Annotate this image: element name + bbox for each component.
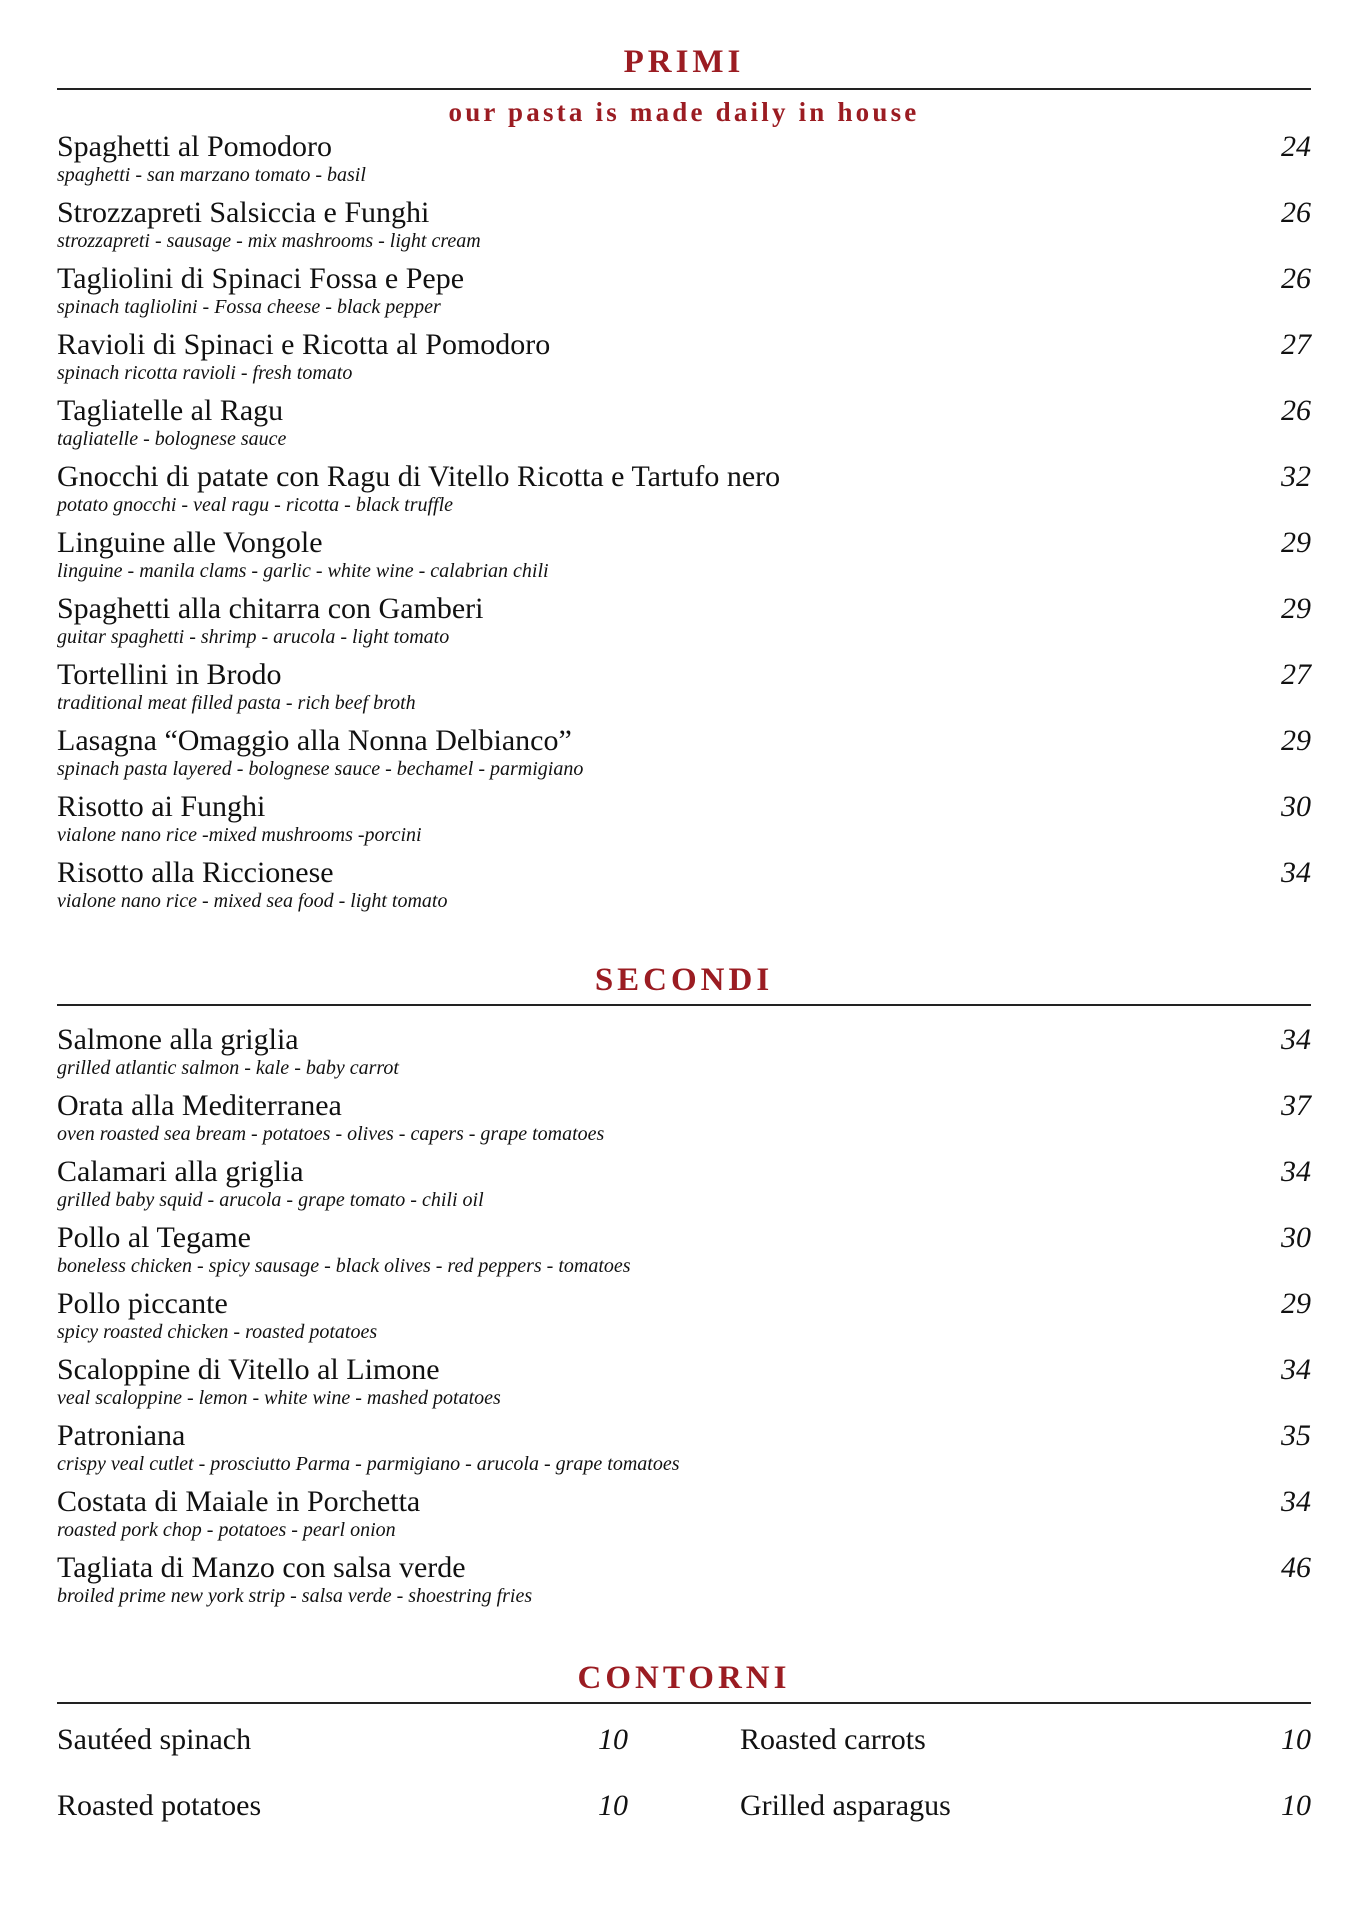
dish-price: 34 (1281, 1353, 1311, 1386)
dish-price: 34 (1281, 1023, 1311, 1056)
dish-name: Linguine alle Vongole (57, 526, 323, 559)
dish-description: vialone nano rice -mixed mushrooms -porcini (57, 824, 422, 846)
menu-item (57, 1549, 1311, 1615)
dish-name: Ravioli di Spinaci e Ricotta al Pomodoro (57, 328, 551, 361)
dish-description: spinach ricotta ravioli - fresh tomato (57, 362, 353, 384)
side-name: Grilled asparagus (740, 1789, 951, 1822)
side-price: 10 (1281, 1723, 1311, 1756)
side-item (740, 1720, 1311, 1760)
menu-item (57, 788, 1311, 854)
dish-description: potato gnocchi - veal ragu - ricotta - black truffle (57, 494, 454, 516)
dish-name: Strozzapreti Salsiccia e Funghi (57, 196, 430, 229)
dish-price: 26 (1281, 262, 1311, 295)
dish-name: Tagliolini di Spinaci Fossa e Pepe (57, 262, 465, 295)
dish-name: Gnocchi di patate con Ragu di Vitello Ricotta e Tartufo nero (57, 460, 781, 493)
side-item (740, 1786, 1311, 1826)
dish-description: traditional meat filled pasta - rich beef broth (57, 692, 416, 714)
dish-price: 35 (1281, 1419, 1311, 1452)
dish-name: Tagliatelle al Ragu (57, 394, 284, 427)
menu-item (57, 1351, 1311, 1417)
dish-name: Pollo al Tegame (57, 1221, 251, 1254)
menu-item (57, 1153, 1311, 1219)
contorni-list (57, 1720, 1311, 1860)
dish-description: guitar spaghetti - shrimp - arucola - light tomato (57, 626, 450, 648)
section-divider (57, 88, 1311, 90)
dish-description: tagliatelle - bolognese sauce (57, 428, 287, 450)
dish-description: broiled prime new york strip - salsa verde - shoestring fries (57, 1585, 533, 1607)
dish-price: 29 (1281, 592, 1311, 625)
dish-price: 29 (1281, 526, 1311, 559)
primi-list (57, 128, 1311, 920)
side-price: 10 (598, 1789, 628, 1822)
dish-name: Risotto ai Funghi (57, 790, 266, 823)
dish-description: crispy veal cutlet - prosciutto Parma - parmigiano - arucola - grape tomatoes (57, 1453, 680, 1475)
side-price: 10 (1281, 1789, 1311, 1822)
menu-item (57, 854, 1311, 920)
dish-price: 34 (1281, 856, 1311, 889)
dish-description: strozzapreti - sausage - mix mashrooms - light cream (57, 230, 481, 252)
section-title: PRIMI (623, 44, 745, 80)
dish-description: linguine - manila clams - garlic - white wine - calabrian chili (57, 560, 549, 582)
section-subtitle: our pasta is made daily in house (448, 97, 920, 127)
dish-description: roasted pork chop - potatoes - pearl onion (57, 1519, 396, 1541)
dish-price: 30 (1281, 790, 1311, 823)
menu-item (57, 128, 1311, 194)
section-divider (57, 1702, 1311, 1704)
dish-description: grilled atlantic salmon - kale - baby carrot (57, 1057, 399, 1079)
menu-item (57, 392, 1311, 458)
dish-price: 34 (1281, 1155, 1311, 1188)
dish-name: Spaghetti al Pomodoro (57, 130, 332, 163)
dish-name: Lasagna “Omaggio alla Nonna Delbianco” (57, 724, 572, 757)
dish-price: 30 (1281, 1221, 1311, 1254)
dish-description: spaghetti - san marzano tomato - basil (57, 164, 366, 186)
secondi-list (57, 1021, 1311, 1615)
menu-item (57, 656, 1311, 722)
side-item (57, 1786, 628, 1826)
dish-price: 34 (1281, 1485, 1311, 1518)
side-name: Roasted potatoes (57, 1789, 262, 1822)
dish-price: 26 (1281, 394, 1311, 427)
menu-item (57, 1021, 1311, 1087)
dish-price: 32 (1281, 460, 1311, 493)
dish-description: boneless chicken - spicy sausage - black olives - red peppers - tomatoes (57, 1255, 631, 1277)
side-item (57, 1720, 628, 1760)
dish-description: spinach pasta layered - bolognese sauce - bechamel - parmigiano (57, 758, 584, 780)
dish-name: Spaghetti alla chitarra con Gamberi (57, 592, 484, 625)
side-name: Sautéed spinach (57, 1723, 252, 1756)
dish-description: spicy roasted chicken - roasted potatoes (57, 1321, 378, 1343)
section-divider (57, 1004, 1311, 1006)
dish-name: Tagliata di Manzo con salsa verde (57, 1551, 466, 1584)
dish-name: Tortellini in Brodo (57, 658, 282, 691)
dish-price: 27 (1281, 328, 1311, 361)
dish-description: veal scaloppine - lemon - white wine - mashed potatoes (57, 1387, 501, 1409)
dish-name: Orata alla Mediterranea (57, 1089, 342, 1122)
dish-price: 27 (1281, 658, 1311, 691)
menu-item (57, 1219, 1311, 1285)
dish-price: 29 (1281, 724, 1311, 757)
dish-price: 29 (1281, 1287, 1311, 1320)
dish-name: Salmone alla griglia (57, 1023, 299, 1056)
menu-item (57, 1417, 1311, 1483)
dish-price: 24 (1281, 130, 1311, 163)
side-name: Roasted carrots (740, 1723, 926, 1756)
dish-description: grilled baby squid - arucola - grape tomato - chili oil (57, 1189, 484, 1211)
dish-name: Pollo piccante (57, 1287, 228, 1320)
menu-item (57, 1483, 1311, 1549)
dish-name: Costata di Maiale in Porchetta (57, 1485, 421, 1518)
dish-description: spinach tagliolini - Fossa cheese - black pepper (57, 296, 441, 318)
menu-item (57, 524, 1311, 590)
section-title: CONTORNI (577, 1660, 791, 1696)
dish-price: 46 (1281, 1551, 1311, 1584)
menu-item (57, 458, 1311, 524)
dish-name: Scaloppine di Vitello al Limone (57, 1353, 440, 1386)
dish-price: 37 (1281, 1089, 1311, 1122)
dish-name: Risotto alla Riccionese (57, 856, 334, 889)
menu-item (57, 260, 1311, 326)
menu-item (57, 1285, 1311, 1351)
menu-item (57, 1087, 1311, 1153)
side-price: 10 (598, 1723, 628, 1756)
dish-name: Patroniana (57, 1419, 186, 1452)
dish-description: vialone nano rice - mixed sea food - light tomato (57, 890, 448, 912)
section-title: SECONDI (594, 962, 774, 998)
menu-item (57, 194, 1311, 260)
dish-price: 26 (1281, 196, 1311, 229)
dish-description: oven roasted sea bream - potatoes - olives - capers - grape tomatoes (57, 1123, 605, 1145)
menu-item (57, 722, 1311, 788)
menu-item (57, 326, 1311, 392)
menu-item (57, 590, 1311, 656)
dish-name: Calamari alla griglia (57, 1155, 304, 1188)
